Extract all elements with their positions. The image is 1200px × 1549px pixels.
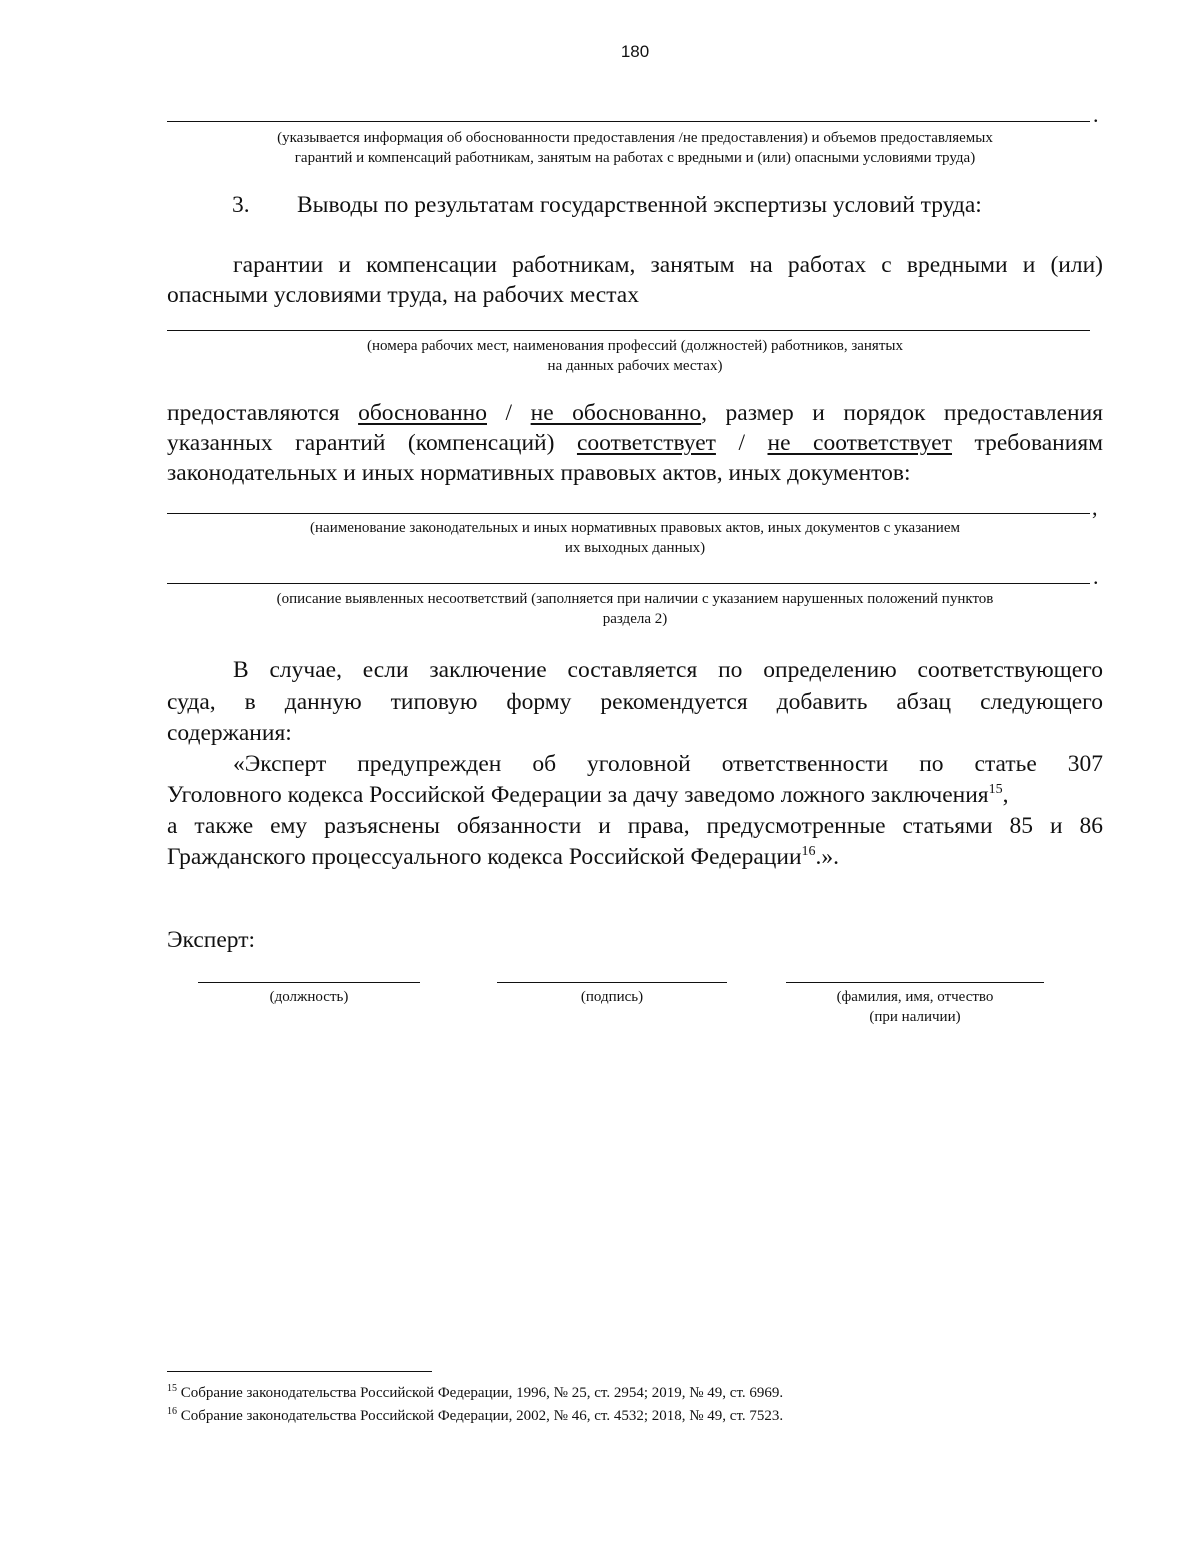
guarantees-caption	[150, 128, 1120, 168]
section3-intro-line2: опасными условиями труда, на рабочих местах	[167, 282, 639, 308]
period-mark: .	[1093, 564, 1099, 589]
caption-line: их выходных данных)	[564, 540, 706, 556]
name-label	[786, 987, 1044, 1027]
caption-line: (фамилия, имя, отчество	[836, 989, 994, 1005]
signature-blank-line[interactable]	[497, 982, 727, 983]
text-fragment: , размер и порядок предоставления	[701, 400, 1103, 426]
expert-label: Эксперт:	[167, 927, 256, 953]
option-complies[interactable]: соответствует	[576, 430, 716, 456]
section-number: 3.	[232, 192, 250, 218]
text-fragment: предоставляются	[167, 400, 340, 426]
quote-line3: а также ему разъяснены обязанности и права, предусмотренные статьями 85 и 86	[167, 813, 1103, 839]
footnote-separator	[167, 1371, 432, 1372]
position-label: (должность)	[269, 989, 349, 1005]
workplaces-caption	[150, 336, 1120, 376]
conclusion-line2	[167, 428, 1103, 458]
workplaces-blank-line[interactable]	[167, 330, 1090, 331]
footnote-ref-15[interactable]: 15	[988, 782, 1003, 797]
comma-mark: ,	[1092, 495, 1098, 520]
text-fragment: ,	[1002, 782, 1009, 808]
discrepancies-blank-line[interactable]	[167, 583, 1090, 584]
text-fragment: .».	[815, 844, 840, 870]
acts-caption	[150, 518, 1120, 558]
footnote-mark: 15	[167, 1383, 177, 1394]
section2-blank-line[interactable]	[167, 121, 1090, 122]
caption-line: на данных рабочих местах)	[547, 358, 723, 374]
caption-line: (номера рабочих мест, наименования профессий (должностей) работников, занятых	[367, 338, 903, 354]
caption-line: раздела 2)	[602, 611, 668, 627]
option-justified[interactable]: обоснованно	[358, 400, 487, 426]
text-fragment: Гражданского процессуального кодекса Российской Федерации	[167, 844, 802, 870]
text-fragment: Уголовного кодекса Российской Федерации за дачу заведомо ложного заключения	[167, 782, 989, 808]
footnote-16	[167, 1406, 783, 1426]
caption-line: (при наличии)	[869, 1009, 961, 1025]
footnote-text: Собрание законодательства Российской Федерации, 2002, № 46, ст. 4532; 2018, № 49, ст. 7523.	[180, 1408, 784, 1424]
text-fragment: требованиям	[974, 430, 1104, 456]
court-note-line1: В случае, если заключение составляется по определению соответствующего	[233, 657, 1103, 683]
court-note-line3: содержания:	[167, 720, 292, 746]
footnote-text: Собрание законодательства Российской Федерации, 1996, № 25, ст. 2954; 2019, № 49, ст. 6969.	[180, 1385, 784, 1401]
option-not-justified[interactable]: не обоснованно	[530, 400, 702, 426]
footnote-ref-16[interactable]: 16	[801, 844, 816, 859]
court-note-line2: суда, в данную типовую форму рекомендуется добавить абзац следующего	[167, 689, 1103, 715]
position-blank-line[interactable]	[198, 982, 420, 983]
option-not-complies[interactable]: не соответствует	[767, 430, 952, 456]
quote-line1: «Эксперт предупрежден об уголовной ответственности по статье 307	[233, 751, 1103, 777]
section-heading: Выводы по результатам государственной экспертизы условий труда:	[297, 192, 982, 218]
signature-label: (подпись)	[580, 989, 644, 1005]
caption-line: (указывается информация об обоснованности предоставления /не предоставления) и объемов предоставляемых	[277, 130, 993, 146]
footnote-mark: 16	[167, 1406, 177, 1417]
separator: /	[505, 400, 513, 426]
section3-intro-line1: гарантии и компенсации работникам, занятым на работах с вредными и (или)	[233, 252, 1103, 278]
caption-line: гарантий и компенсаций работникам, занятым на работах с вредными и (или) опасными условиями труда)	[294, 150, 976, 166]
conclusion-line1	[167, 398, 1103, 428]
quote-line2	[167, 780, 1103, 810]
quote-line4	[167, 842, 1103, 872]
period-mark: .	[1093, 102, 1099, 127]
footnote-15	[167, 1383, 783, 1403]
caption-line: (описание выявленных несоответствий (заполняется при наличии с указанием нарушенных положений пунктов	[276, 591, 994, 607]
name-blank-line[interactable]	[786, 982, 1044, 983]
separator: /	[738, 430, 745, 456]
acts-blank-line[interactable]	[167, 513, 1090, 514]
page-number: 180	[620, 42, 650, 61]
conclusion-line3: законодательных и иных нормативных правовых актов, иных документов:	[167, 460, 911, 486]
caption-line: (наименование законодательных и иных нормативных правовых актов, иных документов с указанием	[310, 520, 960, 536]
text-fragment: указанных гарантий (компенсаций)	[167, 430, 555, 456]
discrepancies-caption	[150, 589, 1120, 629]
